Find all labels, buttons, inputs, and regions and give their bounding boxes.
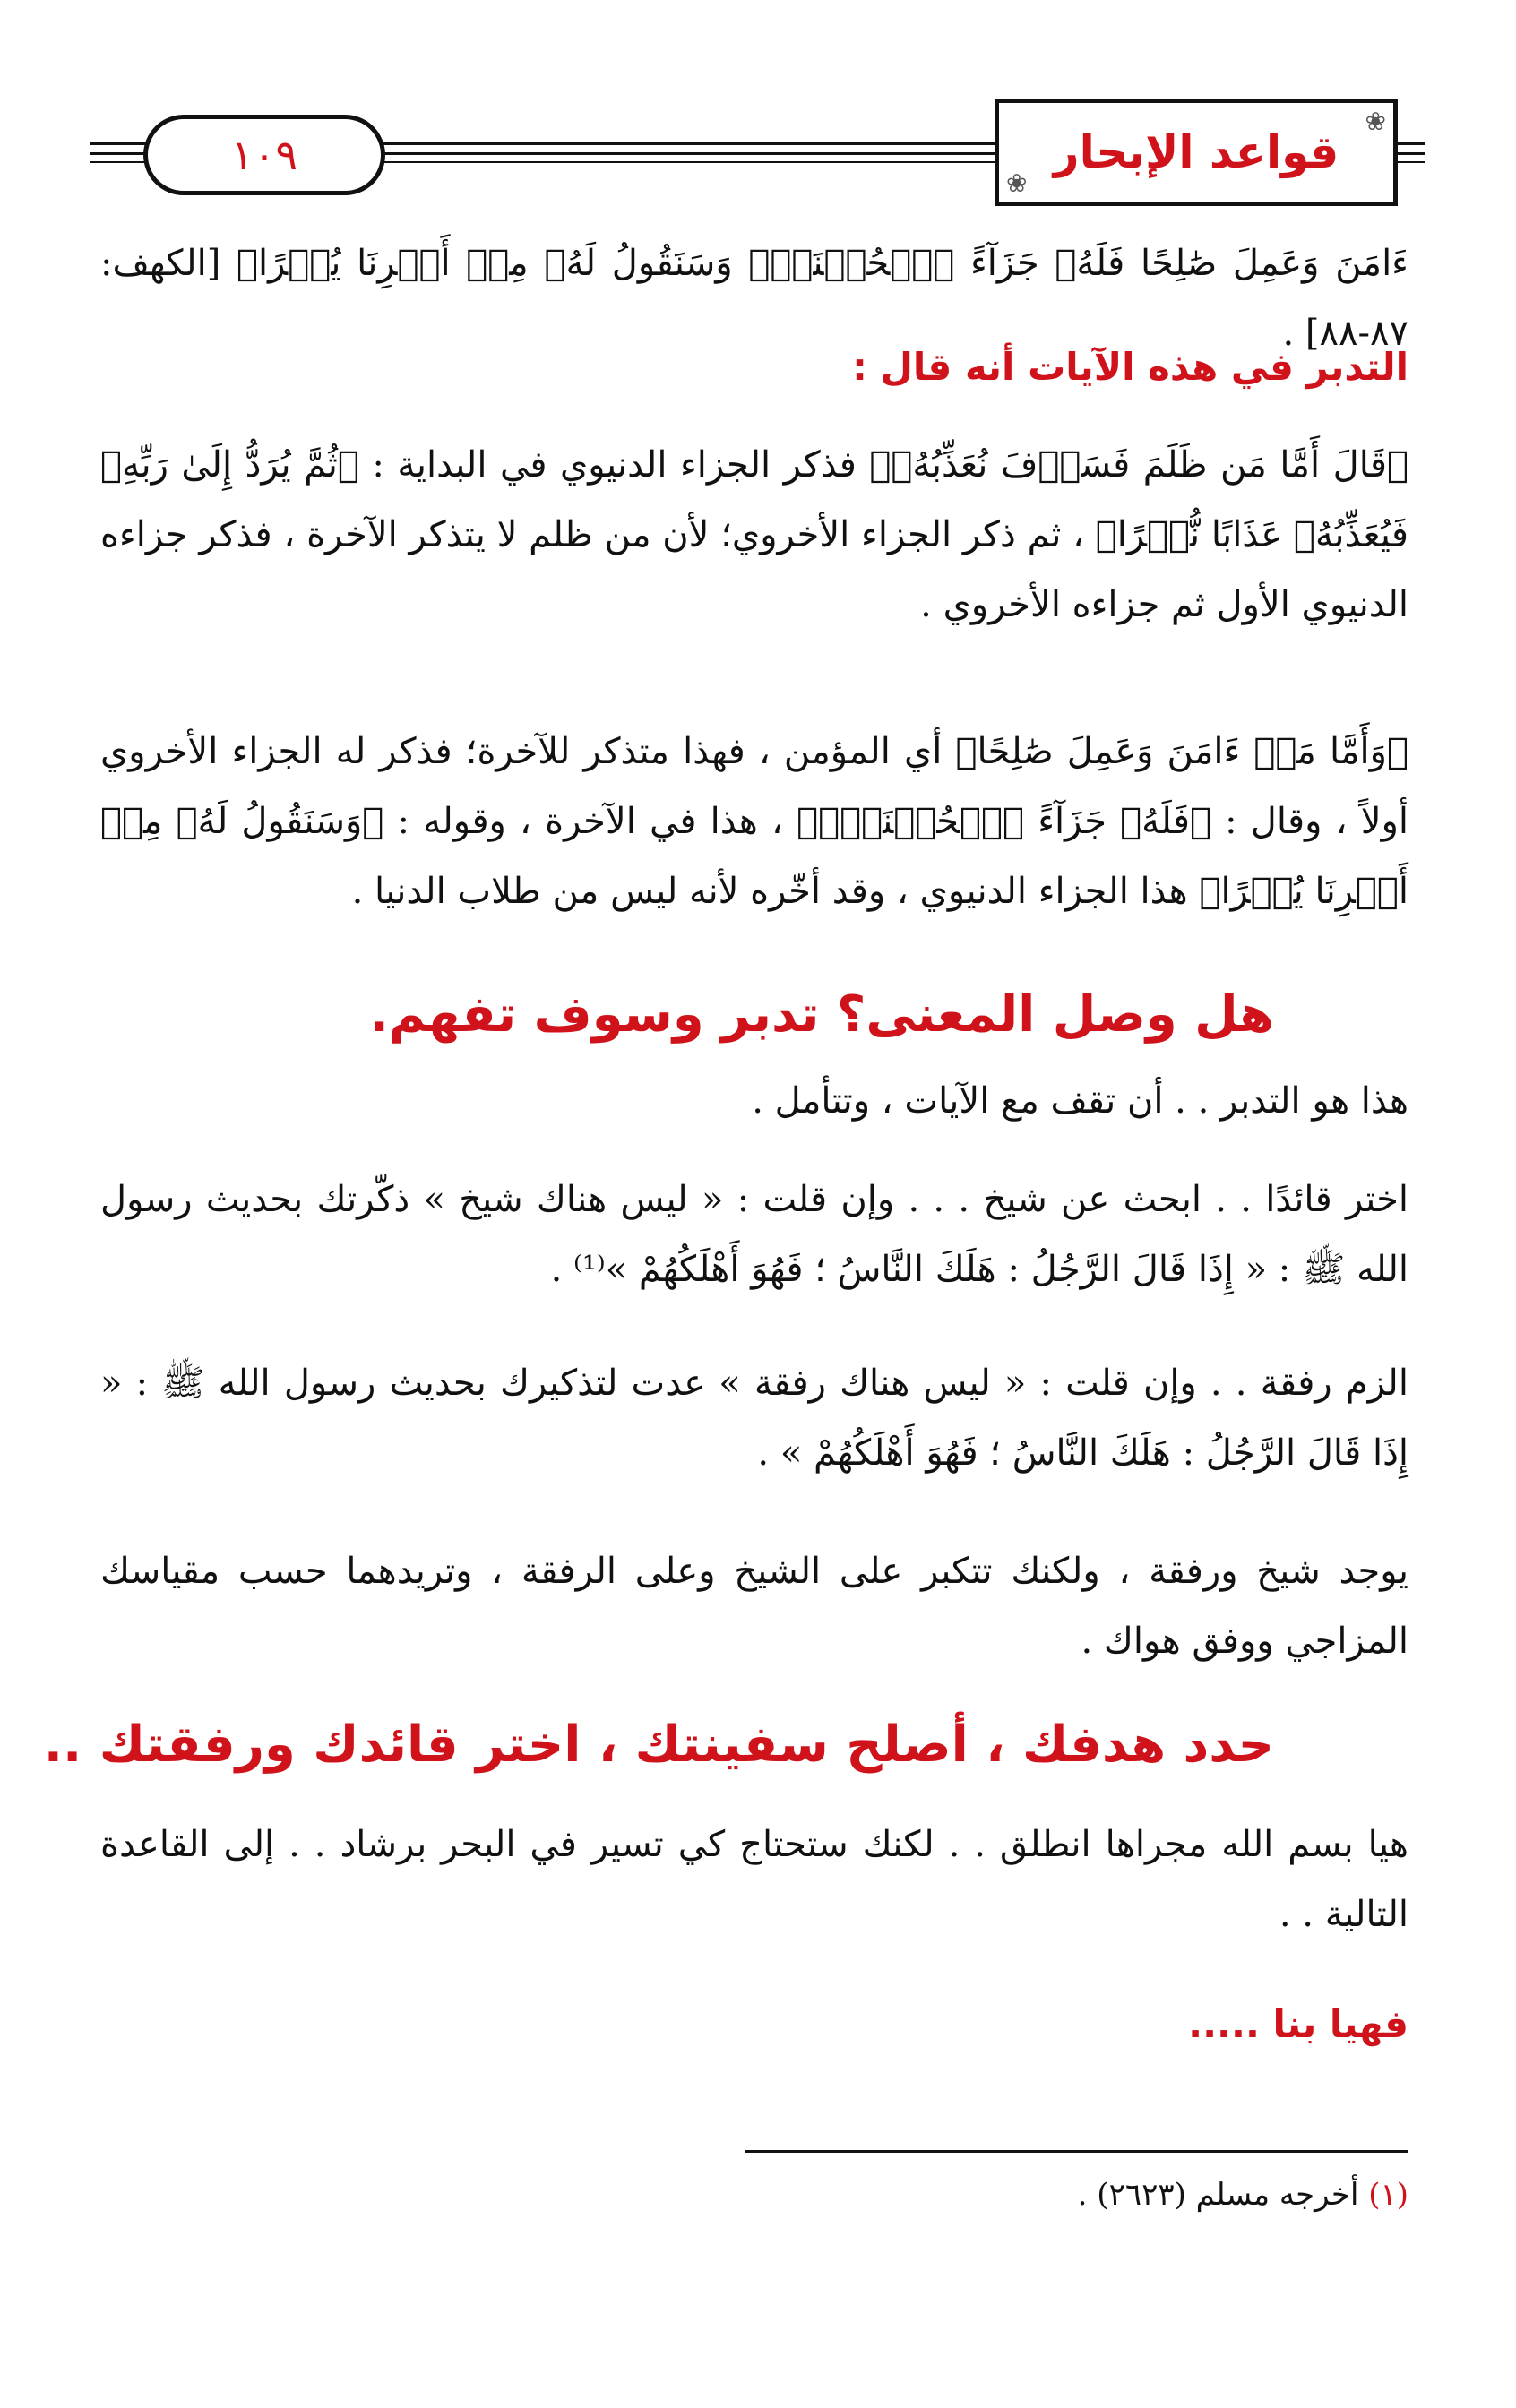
page-number: ١٠٩ (143, 115, 385, 195)
page-header (90, 99, 1425, 206)
paragraph: ﴿وَأَمَّا مَنۡ ءَامَنَ وَعَمِلَ صَٰلِحًا﴾ أي المؤمن ، فهذا متذكر للآخرة؛ فذكر له الجزاء الأخروي أولاً ، وقال : ﴿فَلَهُۥ جَزَآءً ٱلۡحُسۡنَىٰۖ﴾ ، هذا في الآخرة ، وقوله : ﴿وَسَنَقُولُ لَهُۥ مِنۡ أَمۡرِنَا يُسۡرًا﴾ هذا الجزاء الدنيوي ، وقد أخّره لأنه ليس من طلاب الدنيا . (100, 731, 1408, 912)
paragraph: ﴿قَالَ أَمَّا مَن ظَلَمَ فَسَوۡفَ نُعَذِّبُهُۥ﴾ فذكر الجزاء الدنيوي في البداية : ﴿ثُمَّ يُرَدُّ إِلَىٰ رَبِّهِۦ فَيُعَذِّبُهُۥ عَذَابًا نُّكۡرًا﴾ ، ثم ذكر الجزاء الأخروي؛ لأن من ظلم لا يتذكر الآخرة ، فذكر جزاءه الدنيوي الأول ثم جزاءه الأخروي . (100, 444, 1408, 625)
footnote (1078, 2177, 1408, 2213)
paragraph: هيا بسم الله مجراها انطلق . . لكنك ستحتاج كي تسير في البحر برشاد . . إلى القاعدة التالية . . (100, 1824, 1408, 1935)
closing-heading: فهيا بنا ..... (1188, 2002, 1408, 2046)
footnote-rule (745, 2150, 1408, 2153)
section-heading: هل وصل المعنى؟ تدبر وسوف تفهم. (369, 985, 1274, 1044)
book-title: ❀ قواعد الإبحار ❀ (995, 99, 1398, 206)
paragraph: هذا هو التدبر . . أن تقف مع الآيات ، وتتأمل . (752, 1080, 1408, 1122)
section-heading: حدد هدفك ، أصلح سفينتك ، اختر قائدك ورفقتك .. (43, 1716, 1274, 1774)
footnote-number: (١) (1368, 2177, 1408, 2213)
paragraph: الزم رفقة . . وإن قلت : « ليس هناك رفقة » عدت لتذكيرك بحديث رسول الله ﷺ : « إِذَا قَالَ الرَّجُلُ : هَلَكَ النَّاسُ ؛ فَهُوَ أَهْلَكُهُمْ » . (100, 1363, 1408, 1474)
paragraph-verse-end: ءَامَنَ وَعَمِلَ صَٰلِحًا فَلَهُۥ جَزَآءً ٱلۡحُسۡنَىٰۖ وَسَنَقُولُ لَهُۥ مِنۡ أَمۡرِنَا يُسۡرًا﴾ [الكهف: ٨٧-٨٨] . (100, 243, 1408, 354)
paragraph: اختر قائدًا . . ابحث عن شيخ . . . وإن قلت : « ليس هناك شيخ » ذكّرتك بحديث رسول الله ﷺ : « إِذَا قَالَ الرَّجُلُ : هَلَكَ النَّاسُ ؛ فَهُوَ أَهْلَكُهُمْ »⁽¹⁾ . (100, 1179, 1408, 1290)
paragraph: يوجد شيخ ورفقة ، ولكنك تتكبر على الشيخ وعلى الرفقة ، وتريدهما حسب مقياسك المزاجي ووفق هواك . (100, 1551, 1408, 1662)
section-heading: التدبر في هذه الآيات أنه قال : (852, 345, 1408, 389)
footnote-text: أخرجه مسلم (٢٦٢٣) . (1077, 2177, 1359, 2213)
